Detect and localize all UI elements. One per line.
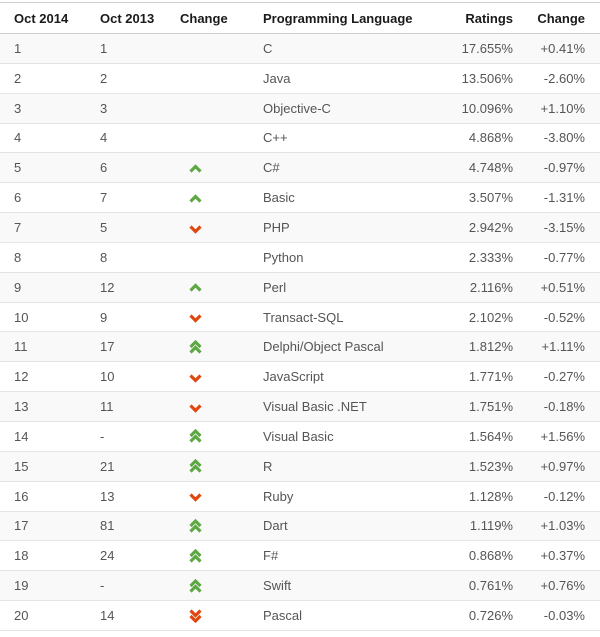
trend-cell — [166, 451, 249, 481]
rating-change-cell: -0.18% — [525, 392, 600, 422]
rank-2013-cell: 12 — [86, 272, 166, 302]
language-cell: Delphi/Object Pascal — [249, 332, 420, 362]
rank-2014-cell: 5 — [0, 153, 86, 183]
table-row — [0, 183, 600, 213]
rank-2014-cell: 16 — [0, 481, 86, 511]
rating-cell: 2.942% — [420, 213, 525, 243]
language-cell: C# — [249, 153, 420, 183]
rank-2013-cell: 13 — [86, 481, 166, 511]
chevron-up-icon — [189, 194, 202, 204]
rating-cell: 3.507% — [420, 183, 525, 213]
rank-2014-cell: 11 — [0, 332, 86, 362]
trend-cell — [166, 481, 249, 511]
language-cell: Dart — [249, 511, 420, 541]
table-row — [0, 213, 600, 243]
double-chevron-down-icon — [189, 608, 202, 623]
chevron-up-icon — [189, 283, 202, 293]
language-cell: Python — [249, 242, 420, 272]
rating-cell: 17.655% — [420, 34, 525, 64]
rating-change-cell: +0.51% — [525, 272, 600, 302]
trend-cell — [166, 571, 249, 601]
chevron-down-icon — [189, 403, 202, 413]
rating-change-cell: -1.31% — [525, 183, 600, 213]
double-chevron-up-icon — [189, 340, 202, 355]
rank-2014-cell: 17 — [0, 511, 86, 541]
table-row — [0, 63, 600, 93]
language-cell: PHP — [249, 213, 420, 243]
table-row — [0, 153, 600, 183]
rank-2014-cell: 18 — [0, 541, 86, 571]
rating-change-cell: +0.37% — [525, 541, 600, 571]
table-row — [0, 93, 600, 123]
rating-change-cell: +0.97% — [525, 451, 600, 481]
rank-2014-cell: 19 — [0, 571, 86, 601]
rating-change-cell: -0.27% — [525, 362, 600, 392]
table-row — [0, 34, 600, 64]
rank-2013-cell: 21 — [86, 451, 166, 481]
chevron-down-icon — [189, 224, 202, 234]
rating-cell: 1.564% — [420, 421, 525, 451]
table-row — [0, 481, 600, 511]
rating-change-cell: +1.03% — [525, 511, 600, 541]
language-cell: Visual Basic — [249, 421, 420, 451]
language-cell: Java — [249, 63, 420, 93]
trend-cell — [166, 34, 249, 64]
trend-cell — [166, 362, 249, 392]
trend-cell — [166, 183, 249, 213]
trend-cell — [166, 421, 249, 451]
rating-cell: 1.119% — [420, 511, 525, 541]
rank-2013-cell: 2 — [86, 63, 166, 93]
trend-cell — [166, 213, 249, 243]
rank-2013-cell: 17 — [86, 332, 166, 362]
col-header-oct-2014: Oct 2014 — [0, 3, 86, 34]
rating-change-cell: +0.76% — [525, 571, 600, 601]
rank-2013-cell: 8 — [86, 242, 166, 272]
trend-cell — [166, 302, 249, 332]
rank-2014-cell: 10 — [0, 302, 86, 332]
rating-cell: 1.128% — [420, 481, 525, 511]
trend-cell — [166, 392, 249, 422]
rating-change-cell: +1.10% — [525, 93, 600, 123]
rating-change-cell: +1.56% — [525, 421, 600, 451]
table-row — [0, 362, 600, 392]
language-cell: Pascal — [249, 601, 420, 631]
trend-cell — [166, 153, 249, 183]
rank-2014-cell: 3 — [0, 93, 86, 123]
rating-cell: 0.761% — [420, 571, 525, 601]
language-cell: R — [249, 451, 420, 481]
rating-cell: 1.812% — [420, 332, 525, 362]
rank-2013-cell: 10 — [86, 362, 166, 392]
rating-cell: 2.116% — [420, 272, 525, 302]
trend-cell — [166, 63, 249, 93]
table-header — [0, 3, 600, 34]
rating-change-cell: -3.15% — [525, 213, 600, 243]
double-chevron-up-icon — [189, 549, 202, 564]
rank-2013-cell: 1 — [86, 34, 166, 64]
language-ranking-table — [0, 2, 600, 631]
table-row — [0, 392, 600, 422]
rank-2014-cell: 13 — [0, 392, 86, 422]
table-row — [0, 571, 600, 601]
rating-cell: 1.771% — [420, 362, 525, 392]
col-header-oct-2013: Oct 2013 — [86, 3, 166, 34]
trend-cell — [166, 272, 249, 302]
language-cell: JavaScript — [249, 362, 420, 392]
rating-change-cell: -0.12% — [525, 481, 600, 511]
rank-2014-cell: 8 — [0, 242, 86, 272]
language-cell: Ruby — [249, 481, 420, 511]
trend-cell — [166, 601, 249, 631]
table-row — [0, 123, 600, 153]
rating-change-cell: -2.60% — [525, 63, 600, 93]
rating-cell: 2.102% — [420, 302, 525, 332]
table-row — [0, 272, 600, 302]
rank-2014-cell: 6 — [0, 183, 86, 213]
rank-2013-cell: 3 — [86, 93, 166, 123]
rating-change-cell: -0.77% — [525, 242, 600, 272]
rating-change-cell: -0.97% — [525, 153, 600, 183]
language-cell: Visual Basic .NET — [249, 392, 420, 422]
rank-2014-cell: 7 — [0, 213, 86, 243]
double-chevron-up-icon — [189, 459, 202, 474]
rating-cell: 10.096% — [420, 93, 525, 123]
table-body — [0, 34, 600, 631]
col-header-ratings: Ratings — [420, 3, 525, 34]
table-row — [0, 511, 600, 541]
rating-cell: 1.751% — [420, 392, 525, 422]
chevron-down-icon — [189, 373, 202, 383]
language-cell: Perl — [249, 272, 420, 302]
rating-cell: 2.333% — [420, 242, 525, 272]
rank-2014-cell: 2 — [0, 63, 86, 93]
rating-change-cell: -0.03% — [525, 601, 600, 631]
rank-2014-cell: 12 — [0, 362, 86, 392]
table-row — [0, 541, 600, 571]
col-header-programming-language: Programming Language — [249, 3, 420, 34]
table-row — [0, 332, 600, 362]
col-header-ratings-change: Change — [525, 3, 600, 34]
col-header-position-change: Change — [166, 3, 249, 34]
rank-2013-cell: 9 — [86, 302, 166, 332]
language-cell: Swift — [249, 571, 420, 601]
trend-cell — [166, 511, 249, 541]
rank-2013-cell: 81 — [86, 511, 166, 541]
rating-change-cell: -3.80% — [525, 123, 600, 153]
trend-cell — [166, 93, 249, 123]
chevron-up-icon — [189, 164, 202, 174]
rank-2013-cell: 4 — [86, 123, 166, 153]
language-cell: Basic — [249, 183, 420, 213]
rank-2014-cell: 9 — [0, 272, 86, 302]
table-row — [0, 601, 600, 631]
language-cell: C — [249, 34, 420, 64]
rating-change-cell: +1.11% — [525, 332, 600, 362]
rating-cell: 0.726% — [420, 601, 525, 631]
table-row — [0, 421, 600, 451]
rating-cell: 13.506% — [420, 63, 525, 93]
rank-2014-cell: 15 — [0, 451, 86, 481]
rating-change-cell: +0.41% — [525, 34, 600, 64]
rating-cell: 1.523% — [420, 451, 525, 481]
double-chevron-up-icon — [189, 519, 202, 534]
double-chevron-up-icon — [189, 579, 202, 594]
table-row — [0, 451, 600, 481]
rank-2013-cell: 7 — [86, 183, 166, 213]
language-cell: C++ — [249, 123, 420, 153]
rank-2013-cell: 24 — [86, 541, 166, 571]
rank-2013-cell: - — [86, 421, 166, 451]
rank-2014-cell: 1 — [0, 34, 86, 64]
rank-2013-cell: - — [86, 571, 166, 601]
rank-2014-cell: 4 — [0, 123, 86, 153]
rank-2014-cell: 20 — [0, 601, 86, 631]
double-chevron-up-icon — [189, 429, 202, 444]
trend-cell — [166, 541, 249, 571]
rating-cell: 0.868% — [420, 541, 525, 571]
table-row — [0, 302, 600, 332]
language-cell: Transact-SQL — [249, 302, 420, 332]
rating-cell: 4.748% — [420, 153, 525, 183]
rating-change-cell: -0.52% — [525, 302, 600, 332]
rating-cell: 4.868% — [420, 123, 525, 153]
language-cell: Objective-C — [249, 93, 420, 123]
language-cell: F# — [249, 541, 420, 571]
trend-cell — [166, 242, 249, 272]
rank-2013-cell: 6 — [86, 153, 166, 183]
rank-2013-cell: 11 — [86, 392, 166, 422]
table-row — [0, 242, 600, 272]
chevron-down-icon — [189, 492, 202, 502]
trend-cell — [166, 332, 249, 362]
rank-2013-cell: 14 — [86, 601, 166, 631]
trend-cell — [166, 123, 249, 153]
rank-2013-cell: 5 — [86, 213, 166, 243]
chevron-down-icon — [189, 313, 202, 323]
rank-2014-cell: 14 — [0, 421, 86, 451]
